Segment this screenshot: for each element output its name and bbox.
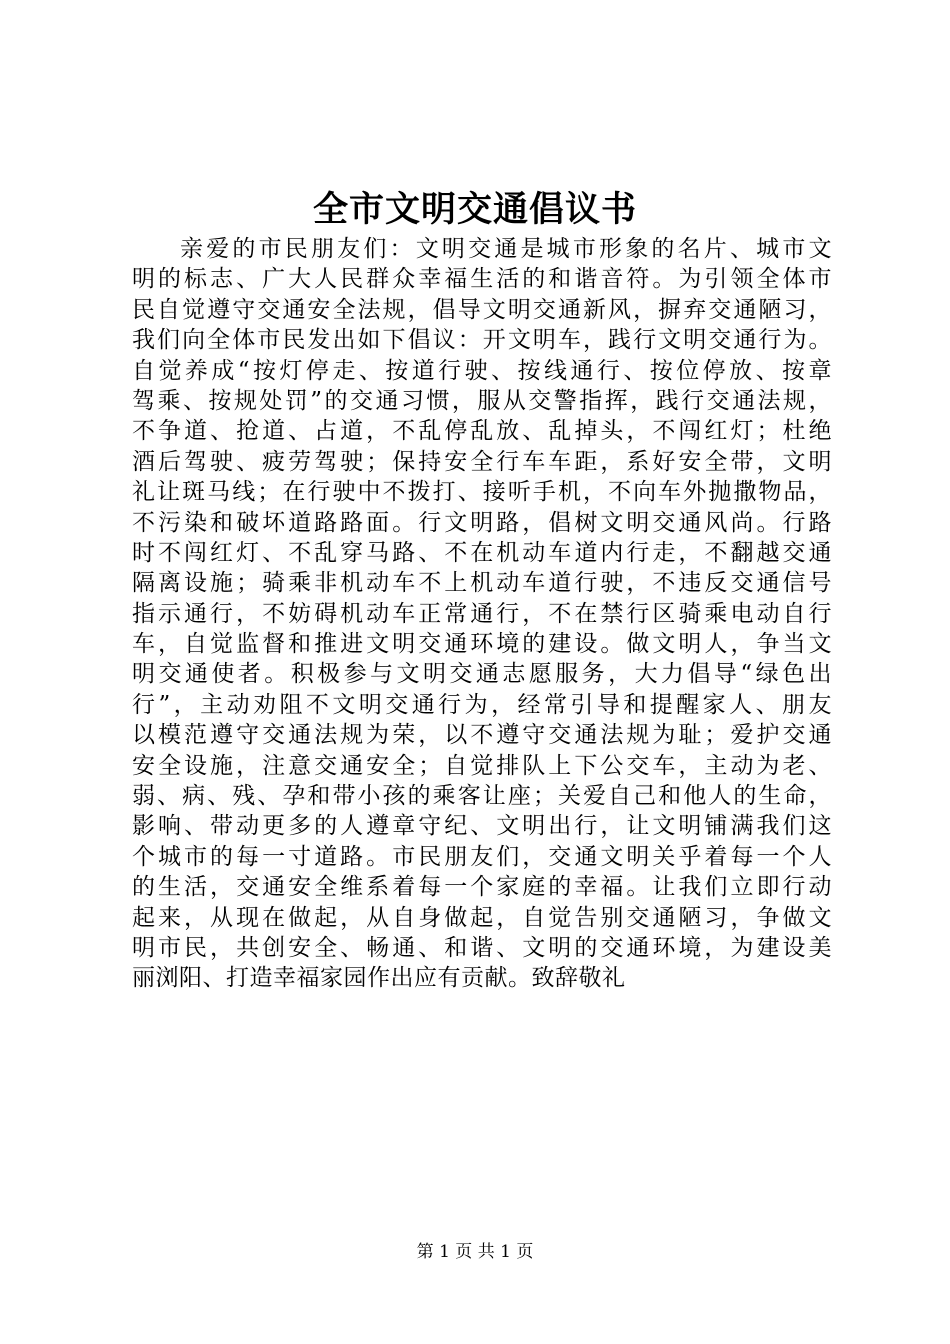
- body-line: 明市民，共创安全、畅通、和谐、文明的交通环境，为建设美: [132, 934, 832, 961]
- body-line: 民自觉遵守交通安全法规，倡导文明交通新风，摒弃交通陋习，: [132, 296, 832, 323]
- body-line: 行”，主动劝阻不文明交通行为，经常引导和提醒家人、朋友: [132, 691, 832, 718]
- body-line: 影响、带动更多的人遵章守纪、文明出行，让文明铺满我们这: [132, 813, 832, 840]
- body-line: 以模范遵守交通法规为荣，以不遵守交通法规为耻；爱护交通: [132, 722, 832, 749]
- body-line: 酒后驾驶、疲劳驾驶；保持安全行车车距，系好安全带，文明: [132, 448, 832, 475]
- body-line: 礼让斑马线；在行驶中不拨打、接听手机，不向车外抛撒物品，: [132, 479, 832, 506]
- body-line: 不污染和破坏道路路面。行文明路，倡树文明交通风尚。行路: [132, 509, 832, 536]
- body-line: 车，自觉监督和推进文明交通环境的建设。做文明人，争当文: [132, 631, 832, 658]
- body-line: 时不闯红灯、不乱穿马路、不在机动车道内行走，不翻越交通: [132, 539, 832, 566]
- body-line: 驾乘、按规处罚”的交通习惯，服从交警指挥，践行交通法规，: [132, 387, 832, 414]
- body-line: 明的标志、广大人民群众幸福生活的和谐音符。为引领全体市: [132, 266, 832, 293]
- body-line: 安全设施，注意交通安全；自觉排队上下公交车，主动为老、: [132, 752, 832, 779]
- body-line: 指示通行，不妨碍机动车正常通行，不在禁行区骑乘电动自行: [132, 600, 832, 627]
- body-line: 不争道、抢道、占道，不乱停乱放、乱掉头，不闯红灯；杜绝: [132, 418, 832, 445]
- body-line: 的生活，交通安全维系着每一个家庭的幸福。让我们立即行动: [132, 874, 832, 901]
- body-line: 个城市的每一寸道路。市民朋友们，交通文明关乎着每一个人: [132, 843, 832, 870]
- body-line: 起来，从现在做起，从自身做起，自觉告别交通陋习，争做文: [132, 904, 832, 931]
- body-line: 自觉养成“按灯停走、按道行驶、按线通行、按位停放、按章: [132, 357, 832, 384]
- document-title: 全市文明交通倡议书: [312, 189, 637, 230]
- body-line: 隔离设施；骑乘非机动车不上机动车道行驶，不违反交通信号: [132, 570, 832, 597]
- body-line: 我们向全体市民发出如下倡议：开文明车，践行文明交通行为。: [132, 327, 832, 354]
- body-line: 明交通使者。积极参与文明交通志愿服务，大力倡导“绿色出: [132, 661, 832, 688]
- page-footer: 第 1 页 共 1 页: [416, 1242, 534, 1262]
- body-line: 弱、病、残、孕和带小孩的乘客让座；关爱自己和他人的生命，: [132, 783, 832, 810]
- body-line: 亲爱的市民朋友们：文明交通是城市形象的名片、城市文: [180, 236, 832, 262]
- document-body: [132, 234, 832, 994]
- body-line: 丽浏阳、打造幸福家园作出应有贡献。致辞敬礼: [132, 965, 626, 992]
